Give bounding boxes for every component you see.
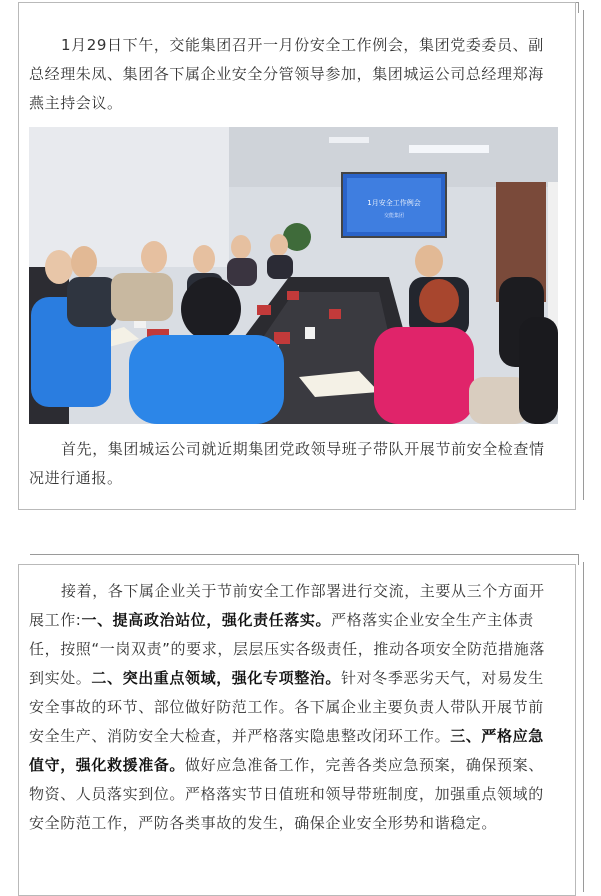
measures-paragraph (29, 577, 555, 838)
measure-3-heading: 三、严格应急值守，强化救援准备。 (29, 727, 544, 774)
seg-4: 针对冬季恶劣天气，对易发生安全事故的环节、部位做好防范工作。各下属企业主要负责人带队开展节前安全生产、消防安全大检查，并严格落实隐患整改闭环工作。 (29, 669, 544, 745)
seg-6: 做好应急准备工作，完善各类应急预案，确保预案、物资、人员落实到位。严格落实节日值班和领导带班制度，加强重点领域的安全防范工作，严防各类事故的发生，确保企业安全形势和谐稳定。 (29, 756, 544, 832)
screen-title: 1月安全工作例会 (367, 199, 421, 207)
frame-decoration-right-2 (583, 562, 584, 892)
frame-decoration-right (583, 10, 584, 500)
first-text: 首先，集团城运公司就近期集团党政领导班子带队开展节前安全检查情况进行通报。 (29, 440, 545, 487)
intro-text: 1月29日下午，交能集团召开一月份安全工作例会，集团党委委员、副总经理朱凤、集团各下属企业安全分管领导参加，集团城运公司总经理郑海燕主持会议。 (29, 36, 544, 112)
screen-subtitle: 交能集团 (383, 213, 405, 219)
measure-2-heading: 二、突出重点领域，强化专项整治。 (91, 669, 342, 687)
measure-1-heading: 一、提高政治站位，强化责任落实。 (81, 611, 332, 629)
seg-0: 接着，各下属企业关于节前安全工作部署进行交流，主要从三个方面开展工作: (29, 582, 545, 629)
seg-2: 严格落实企业安全生产主体责任，按照“一岗双责”的要求，层层压实各级责任，推动各项安全防范措施落到实处。 (29, 611, 545, 687)
meeting-photo (29, 127, 558, 424)
intro-paragraph (29, 31, 555, 118)
first-paragraph (29, 435, 555, 493)
